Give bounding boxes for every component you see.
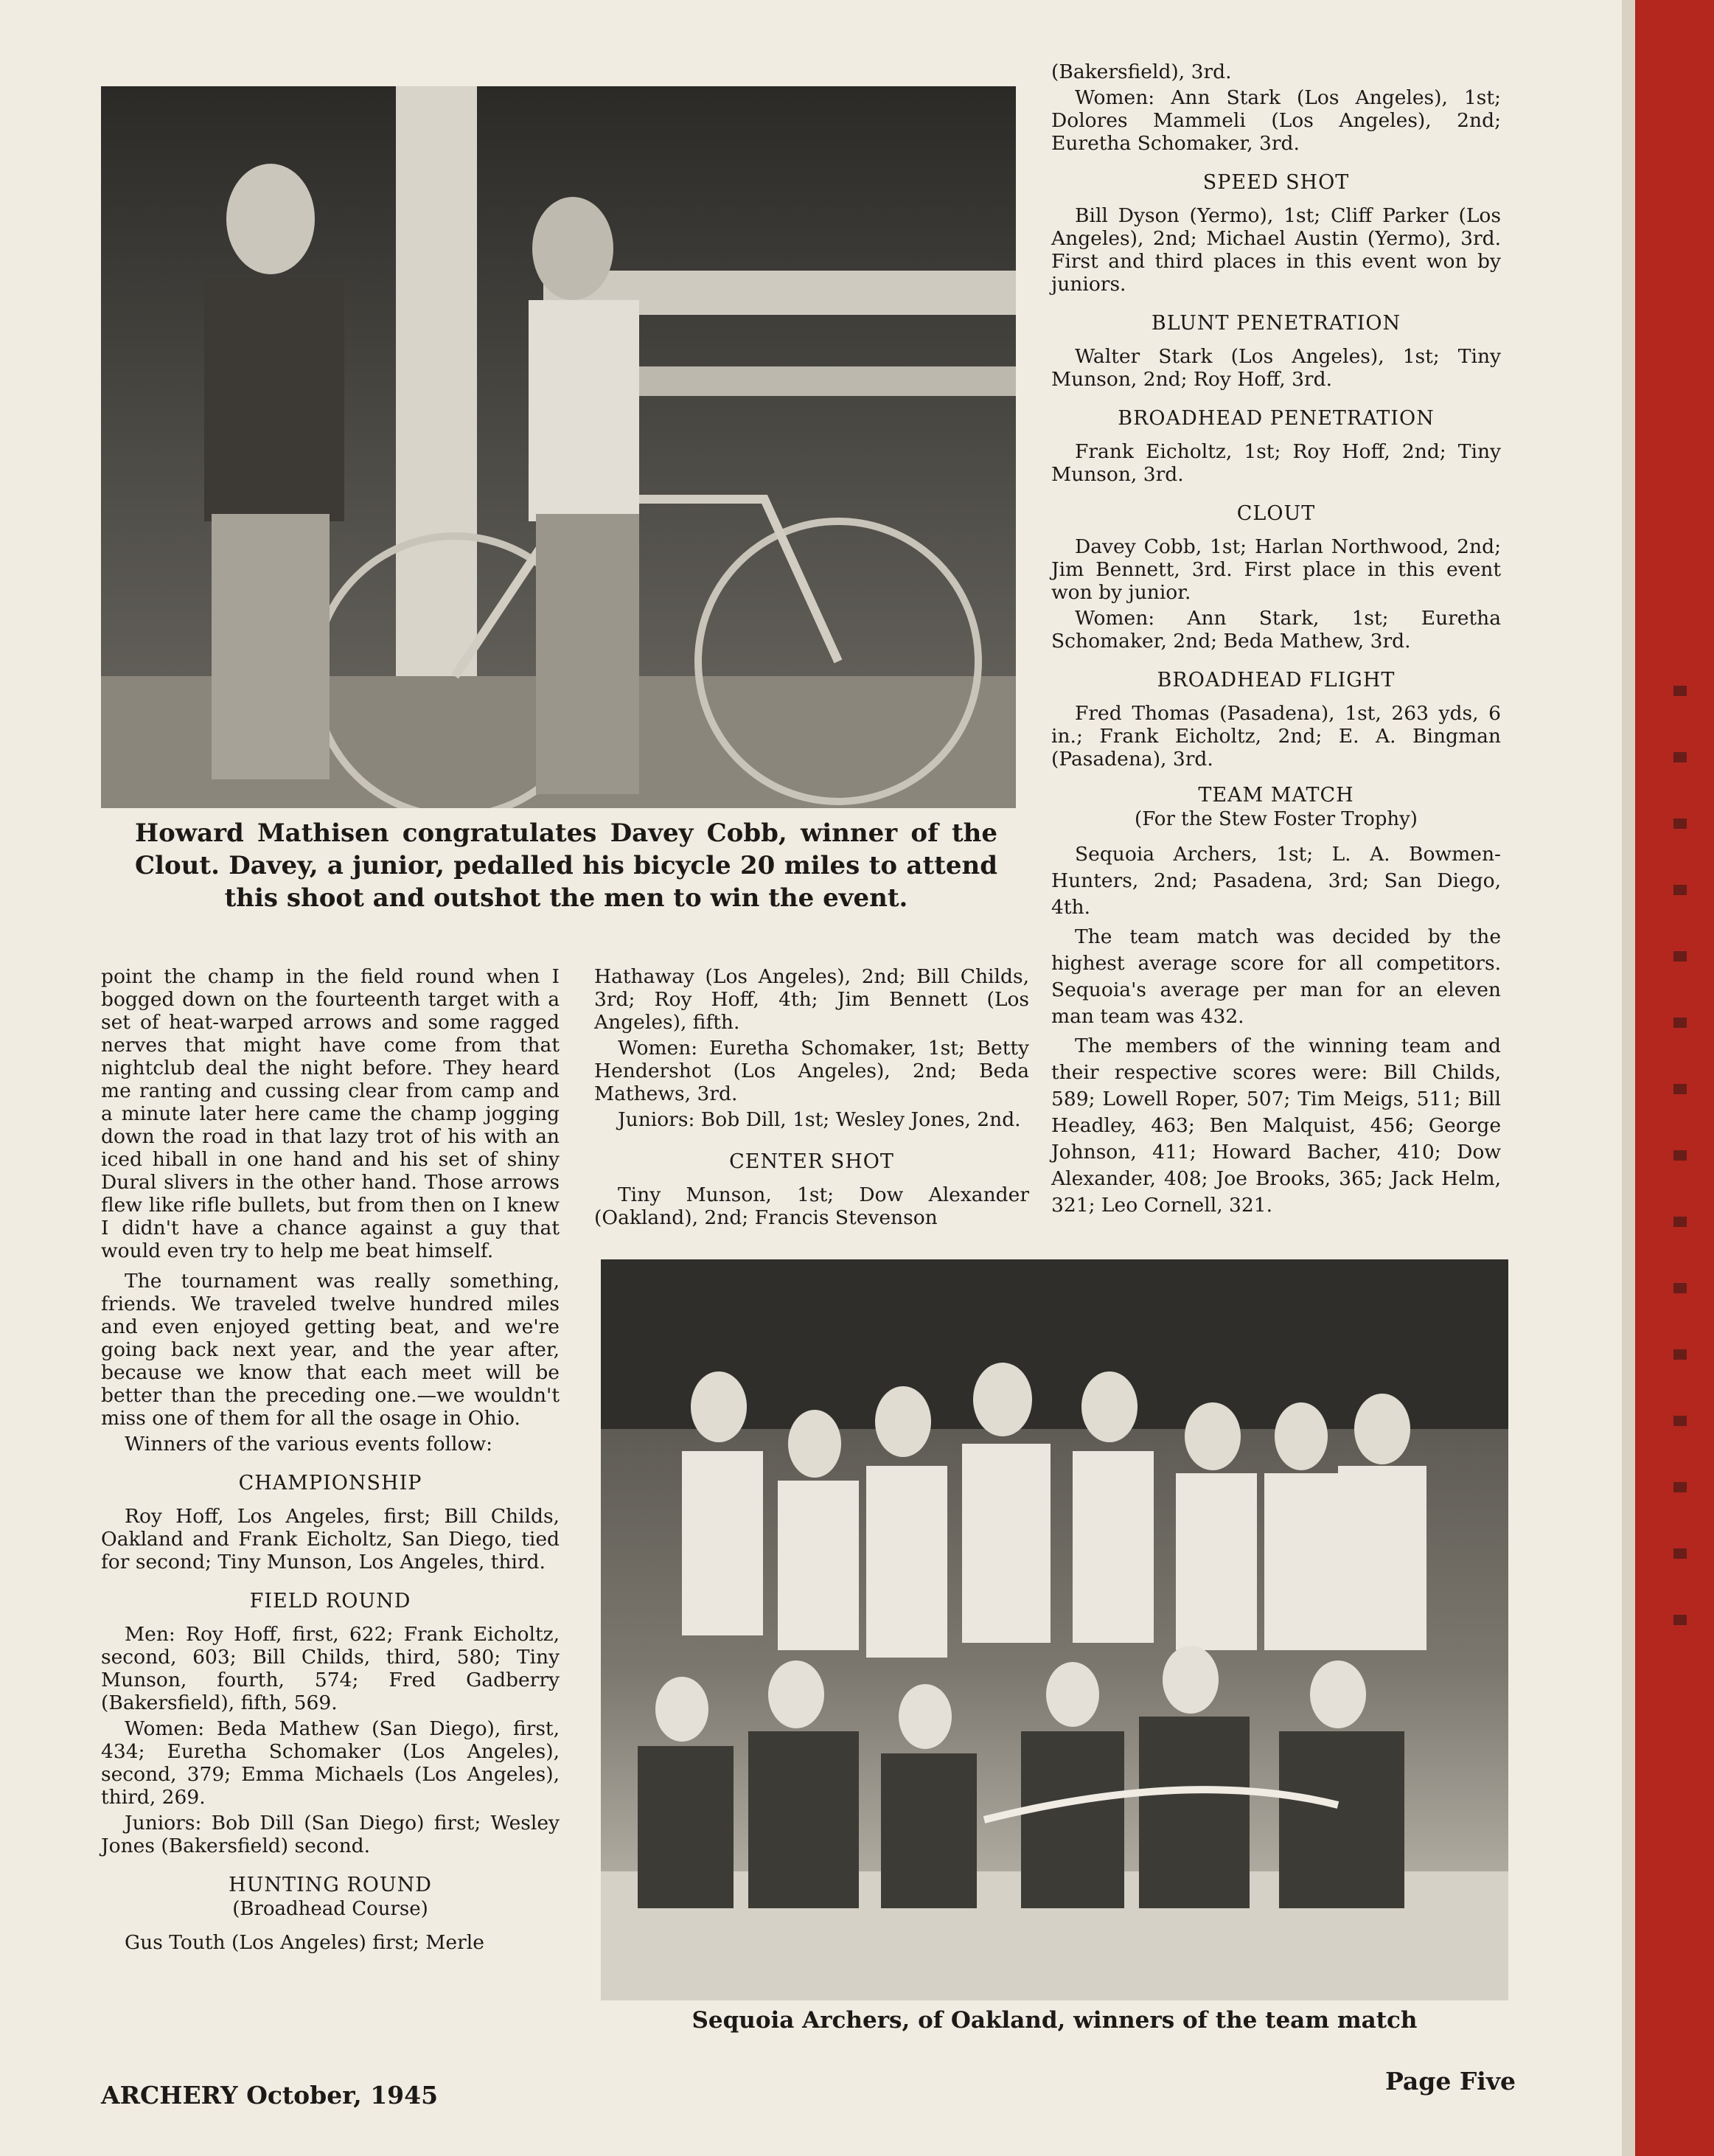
paragraph: Women: Ann Stark (Los Angeles), 1st; Dolores Mammeli (Los Angeles), 2nd; Euretha Schomaker, 3rd. <box>1051 86 1501 155</box>
paragraph: Juniors: Bob Dill (San Diego) first; Wesley Jones (Bakersfield) second. <box>101 1812 560 1857</box>
section-heading: SPEED SHOT <box>1202 171 1350 194</box>
paragraph: Davey Cobb, 1st; Harlan Northwood, 2nd; Jim Bennett, 3rd. First place in this event won by junior. <box>1051 535 1501 604</box>
binding-marks <box>1673 686 1687 1644</box>
column-1 <box>101 965 560 1957</box>
paragraph: Roy Hoff, Los Angeles, first; Bill Childs, Oakland and Frank Eicholtz, San Diego, tied for second; Tiny Munson, Los Angeles, third. <box>101 1505 560 1573</box>
paragraph: Men: Roy Hoff, first, 622; Frank Eicholtz, second, 603; Bill Childs, third, 580; Tiny Munson, fourth, 574; Fred Gadberry (Bakersfield), fifth, 569. <box>101 1623 560 1714</box>
paragraph: (Bakersfield), 3rd. <box>1051 60 1232 83</box>
paragraph: The members of the winning team and their respective scores were: Bill Childs, 589; Lowell Roper, 507; Tim Meigs, 511; Bill Headley, 463; Ben Malquist, 456; George Johnson, 411; Howard Bacher, 410; Dow Alexander, 408; Joe Brooks, 365; Jack Helm, 321; Leo Cornell, 321. <box>1051 1034 1501 1217</box>
photo-bicycle-handshake <box>101 86 1016 808</box>
section-heading: TEAM MATCH <box>1198 784 1354 807</box>
paragraph: Sequoia Archers, 1st; L. A. Bowmen-Hunters, 2nd; Pasadena, 3rd; San Diego, 4th. <box>1051 843 1501 919</box>
section-heading: BLUNT PENETRATION <box>1151 312 1401 335</box>
section-heading: FIELD ROUND <box>249 1590 411 1613</box>
paragraph: Women: Ann Stark, 1st; Euretha Schomaker, 2nd; Beda Mathew, 3rd. <box>1051 607 1501 653</box>
column-3 <box>1051 60 1501 1222</box>
page-gutter <box>1622 0 1637 2156</box>
section-subheading: (Broadhead Course) <box>232 1898 428 1920</box>
paragraph: Women: Euretha Schomaker, 1st; Betty Hendershot (Los Angeles), 2nd; Beda Mathews, 3rd. <box>594 1037 1029 1105</box>
section-heading: BROADHEAD PENETRATION <box>1118 407 1435 430</box>
footer-publication: ARCHERY October, 1945 <box>101 2081 439 2110</box>
paragraph: Walter Stark (Los Angeles), 1st; Tiny Munson, 2nd; Roy Hoff, 3rd. <box>1051 345 1501 391</box>
paragraph: The tournament was really something, friends. We traveled twelve hundred miles and even enjoyed getting beat, and we're going back next year, and the year after, because we know that each meet will be better than the preceding one.—we wouldn't miss one of them for all the osage in Ohio. <box>101 1270 560 1430</box>
section-heading: CLOUT <box>1236 502 1316 525</box>
section-heading: CHAMPIONSHIP <box>238 1472 422 1495</box>
top-photo-caption: Howard Mathisen congratulates Davey Cobb, winner of the Clout. Davey, a junior, pedalled his bicycle 20 miles to attend this shoot and outshot the men to win the event. <box>135 818 997 913</box>
section-subheading: (For the Stew Foster Trophy) <box>1135 808 1418 830</box>
section-heading: HUNTING ROUND <box>229 1874 432 1896</box>
paragraph: Juniors: Bob Dill, 1st; Wesley Jones, 2nd. <box>618 1108 1021 1131</box>
section-heading: BROADHEAD FLIGHT <box>1157 669 1396 692</box>
paragraph: Women: Beda Mathew (San Diego), first, 434; Euretha Schomaker (Los Angeles), second, 379; Emma Michaels (Los Angeles), third, 269. <box>101 1717 560 1809</box>
paragraph: point the champ in the field round when I bogged down on the fourteenth target with a set of heat-warped arrows and some ragged nerves that might have come from that nightclub deal the night before. They heard me ranting and cussing clear from camp and a minute later here came the champ jogging down the road in that lazy trot of his with an iced hiball in one hand and his set of shiny Dural slivers in the other hand. Those arrows flew like rifle bullets, but from then on I knew I didn't have a chance against a guy that would even try to help me beat himself. <box>101 965 560 1262</box>
section-heading: CENTER SHOT <box>729 1150 894 1173</box>
bottom-photo-caption: Sequoia Archers, of Oakland, winners of the team match <box>691 2007 1418 2034</box>
paragraph: Bill Dyson (Yermo), 1st; Cliff Parker (Los Angeles), 2nd; Michael Austin (Yermo), 3rd. First and third places in this event won by juniors. <box>1051 204 1501 296</box>
paragraph: Fred Thomas (Pasadena), 1st, 263 yds, 6 in.; Frank Eicholtz, 2nd; E. A. Bingman (Pasadena), 3rd. <box>1051 702 1501 771</box>
column-2 <box>594 965 1029 1232</box>
paragraph: Hathaway (Los Angeles), 2nd; Bill Childs, 3rd; Roy Hoff, 4th; Jim Bennett (Los Angeles), fifth. <box>594 965 1029 1034</box>
paragraph: The team match was decided by the highest average score for all competitors. Sequoia's average per man for an eleven man team was 432. <box>1051 925 1501 1028</box>
paragraph: Tiny Munson, 1st; Dow Alexander (Oakland), 2nd; Francis Stevenson <box>594 1183 1029 1229</box>
paragraph: Gus Touth (Los Angeles) first; Merle <box>125 1931 484 1954</box>
paragraph: Winners of the various events follow: <box>125 1433 493 1456</box>
photo-team-group <box>601 1259 1508 2000</box>
paragraph: Frank Eicholtz, 1st; Roy Hoff, 2nd; Tiny Munson, 3rd. <box>1051 440 1501 486</box>
footer-page-number: Page Five <box>1384 2067 1516 2096</box>
